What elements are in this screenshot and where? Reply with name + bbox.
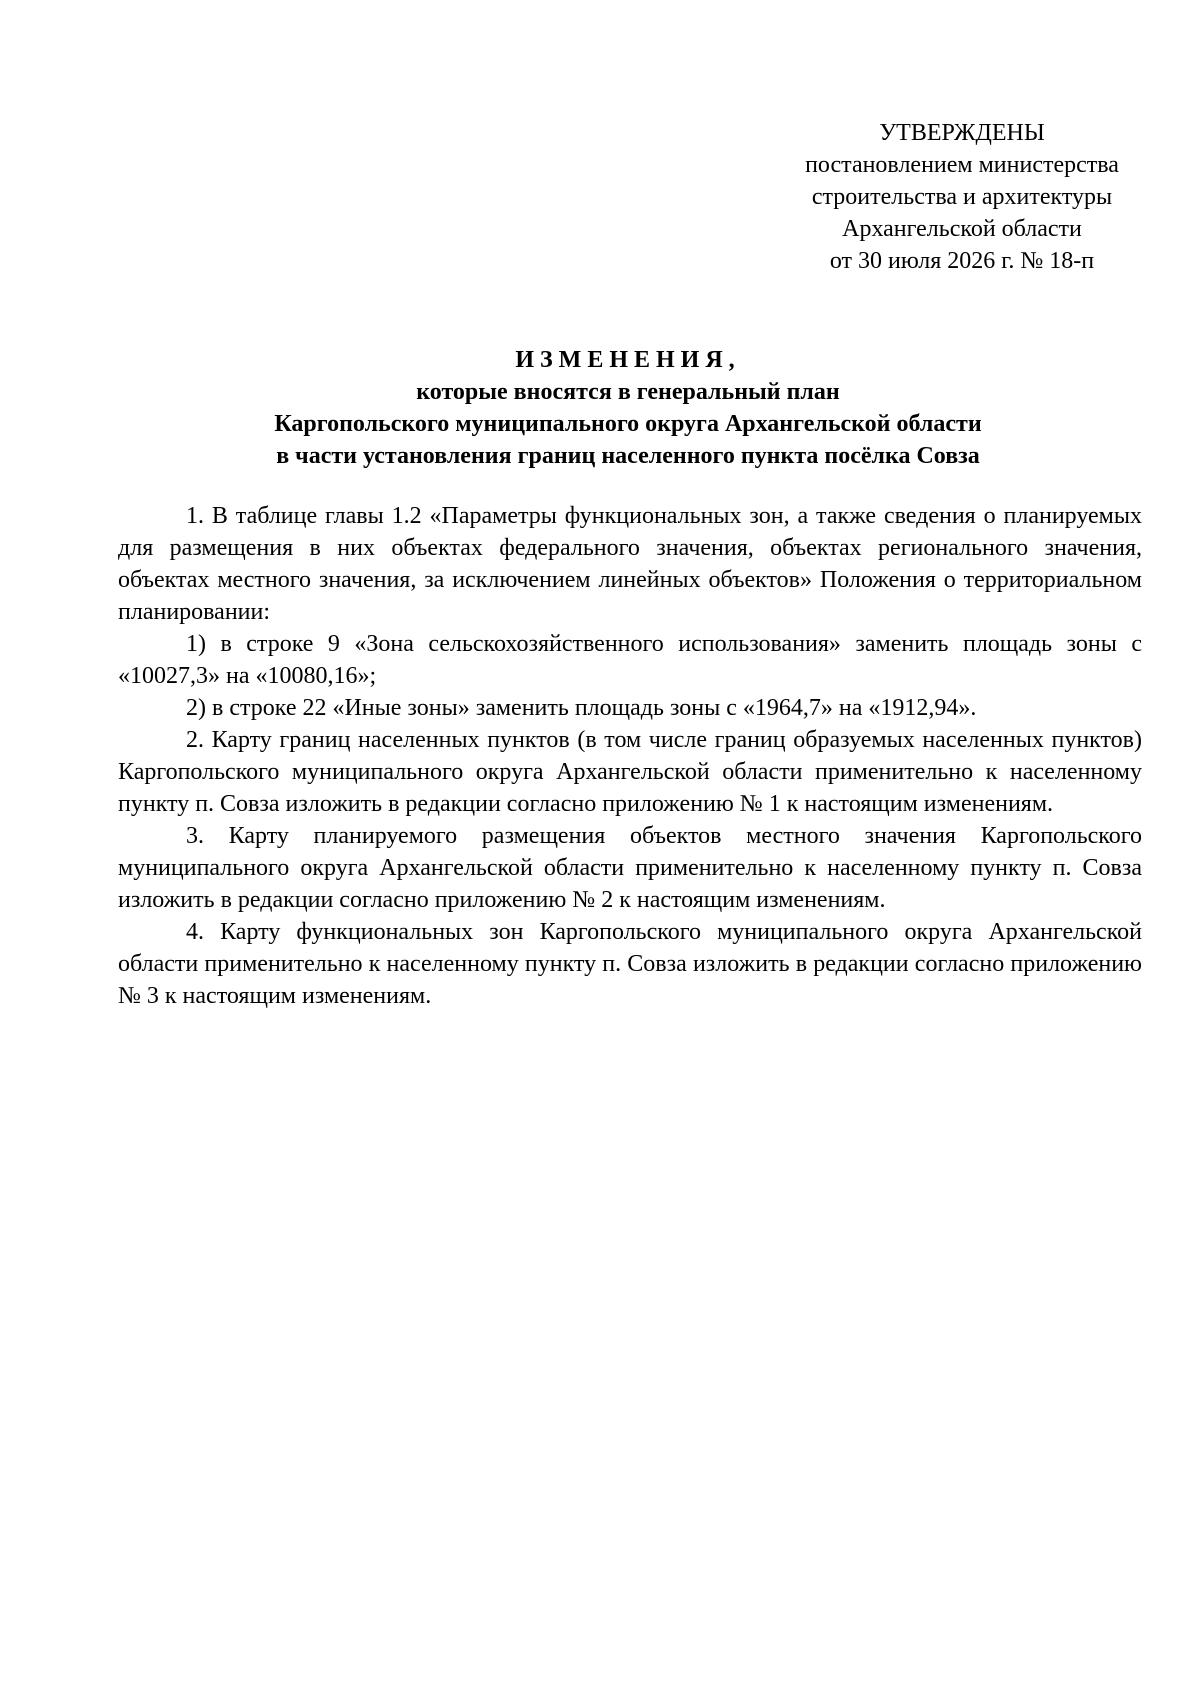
document-body bbox=[118, 500, 1142, 1012]
approval-line-2: строительства и архитектуры bbox=[811, 184, 1113, 210]
approval-stamp-block bbox=[776, 117, 1148, 277]
approval-line-3: Архангельской области bbox=[842, 216, 1082, 242]
title-heading: ИЗМЕНЕНИЯ, bbox=[515, 347, 741, 373]
paragraph-subitem-1: 1) в строке 9 «Зона сельскохозяйственного использования» заменить площадь зоны с «10027,3» на «10080,16»; bbox=[118, 631, 1142, 689]
approval-line-1: постановлением министерства bbox=[805, 152, 1119, 178]
document-title bbox=[118, 344, 1138, 472]
paragraph-subitem-2: 2) в строке 22 «Иные зоны» заменить площадь зоны с «1964,7» на «1912,94». bbox=[186, 695, 977, 721]
title-line-1: которые вносятся в генеральный план bbox=[416, 379, 840, 405]
title-line-3: в части установления границ населенного пункта посёлка Совза bbox=[276, 443, 980, 469]
paragraph-item-4: 4. Карту функциональных зон Каргопольского муниципального округа Архангельской области применительно к населенному пункту п. Совза изложить в редакции согласно приложению № 3 к настоящим изменениям. bbox=[118, 919, 1142, 1009]
approval-date-number: от 30 июля 2026 г. № 18-п bbox=[829, 248, 1095, 274]
paragraph-item-3: 3. Карту планируемого размещения объектов местного значения Каргопольского муниципального округа Архангельской области применительно к населенному пункту п. Совза изложить в редакции согласно приложению № 2 к настоящим изменениям. bbox=[118, 823, 1142, 913]
paragraph-item-1: 1. В таблице главы 1.2 «Параметры функциональных зон, а также сведения о планируемых для размещения в них объектах федерального значения, объектах регионального значения, объектах местного значения, за исключением линейных объектов» Положения о территориальном планировании: bbox=[118, 503, 1142, 625]
title-line-2: Каргопольского муниципального округа Архангельской области bbox=[274, 411, 982, 437]
paragraph-item-2: 2. Карту границ населенных пунктов (в том числе границ образуемых населенных пунктов) Каргопольского муниципального округа Архангельской области применительно к населенному пункту п. Совза изложить в редакции согласно приложению № 1 к настоящим изменениям. bbox=[118, 727, 1142, 817]
approval-heading: УТВЕРЖДЕНЫ bbox=[879, 120, 1045, 146]
